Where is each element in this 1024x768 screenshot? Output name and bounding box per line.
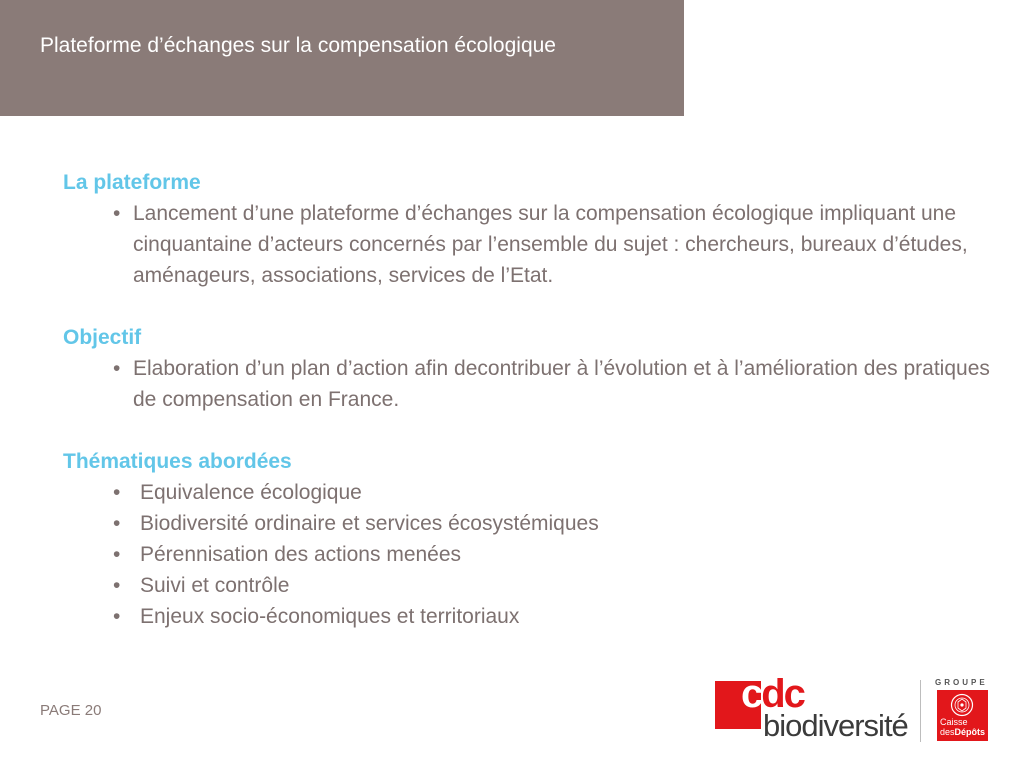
bullet-item <box>63 198 993 291</box>
bullet-icon: • <box>113 543 121 566</box>
bullet-icon: • <box>113 512 121 535</box>
cdc-wordmark-rest: dc <box>761 672 804 716</box>
cdc-wordmark-first: c <box>741 672 762 716</box>
header-bar <box>0 0 684 116</box>
cdc-biodiversite-logo <box>715 672 990 744</box>
bullet-text: Suivi et contrôle <box>140 574 290 597</box>
bullet-text: Biodiversité ordinaire et services écosystémiques <box>140 512 599 535</box>
bullet-item <box>63 601 993 632</box>
bullet-item <box>63 539 993 570</box>
bullet-icon: • <box>113 481 121 504</box>
bullet-item <box>63 477 993 508</box>
bullet-text: Equivalence écologique <box>140 481 362 504</box>
bullet-icon: • <box>113 202 121 225</box>
bullet-icon: • <box>113 357 121 380</box>
seal-icon <box>950 693 974 717</box>
depots-label: Dépôts <box>954 727 986 737</box>
bullet-icon: • <box>113 605 121 628</box>
bullet-text: Lancement d’une plateforme d’échanges sur la compensation écologique impliquant une cinquantaine d’acteurs concernés par l’ensemble du sujet : chercheurs, bureaux d’études, aménageurs, associations, services de l’Etat. <box>133 202 968 287</box>
bullet-list-thematiques <box>63 477 993 632</box>
caisse-label: Caisse <box>940 717 968 727</box>
slide-content <box>63 167 993 663</box>
bullet-item <box>63 508 993 539</box>
bullet-list-plateforme <box>63 198 993 291</box>
section-heading-plateforme: La plateforme <box>63 171 201 194</box>
bullet-text: Pérennisation des actions menées <box>140 543 462 566</box>
bullet-icon: • <box>113 574 121 597</box>
des-label: des <box>940 727 955 737</box>
bullet-text: Enjeux socio-économiques et territoriaux <box>140 605 520 628</box>
section-heading-thematiques: Thématiques abordées <box>63 450 292 473</box>
bullet-item <box>63 353 993 415</box>
caisse-des-depots-logo <box>937 690 988 741</box>
bullet-text: Elaboration d’un plan d’action afin decontribuer à l’évolution et à l’amélioration des pratiques de compensation en France. <box>133 357 990 411</box>
logo-divider <box>920 680 921 742</box>
section-heading-objectif: Objectif <box>63 326 142 349</box>
slide-title: Plateforme d’échanges sur la compensation écologique <box>40 34 556 57</box>
bullet-item <box>63 570 993 601</box>
page-number: PAGE 20 <box>40 702 102 719</box>
bullet-list-objectif <box>63 353 993 415</box>
des-depots-label <box>940 728 985 737</box>
biodiversite-wordmark: biodiversité <box>763 708 908 743</box>
groupe-label: GROUPE <box>935 678 988 687</box>
